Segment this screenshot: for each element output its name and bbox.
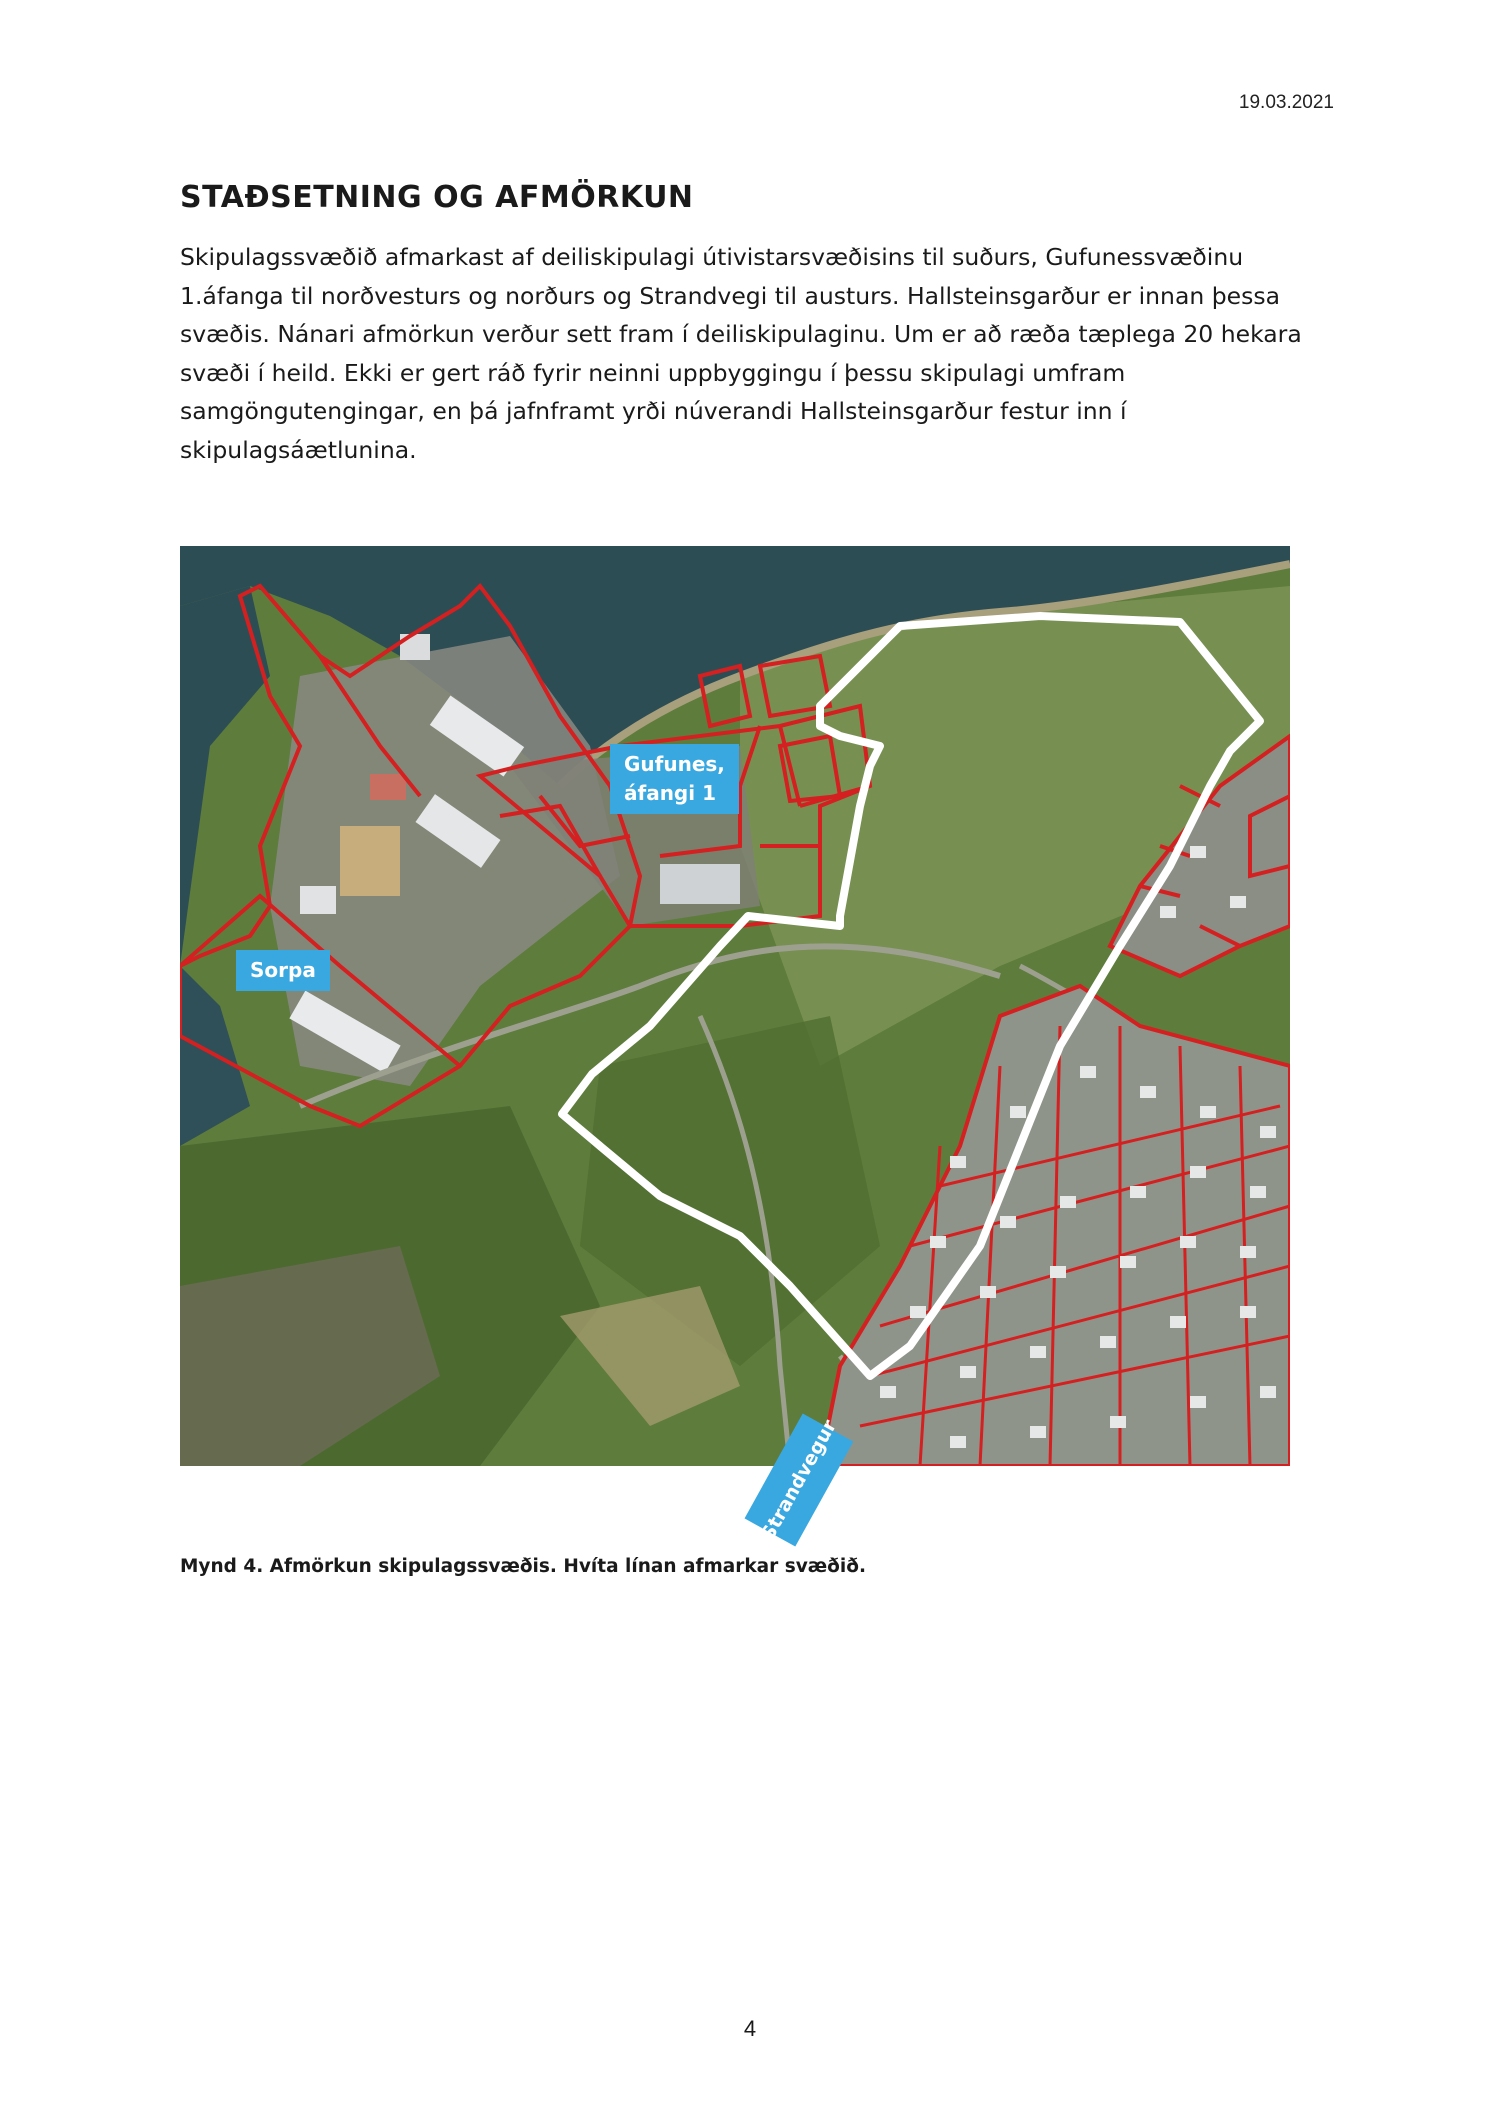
strandvegur-label-text: Strandvegur: [756, 1416, 842, 1544]
section-heading: STAÐSETNING OG AFMÖRKUN: [180, 180, 694, 215]
gufunes-label-line1: Gufunes,: [624, 752, 725, 776]
gufunes-label-line2: áfangi 1: [624, 781, 716, 805]
building-red-roof: [370, 774, 406, 800]
sorpa-label-text: Sorpa: [250, 958, 316, 982]
aerial-map: [180, 546, 1290, 1466]
section-paragraph: Skipulagssvæðið afmarkast af deiliskipulagi útivistarsvæðisins til suðurs, Gufunessvæðinu 1.áfanga til norðvesturs og norðurs og Strandvegi til austurs. Hallsteinsgarður er innan þessa svæðis. Nánari afmörkun verður sett fram í deiliskipulaginu. Um er að ræða tæplega 20 hekara svæði í heild. Ekki er gert ráð fyrir neinni uppbyggingu í þessu skipulagi umfram samgöngutengingar, en þá jafnframt yrði núverandi Hallsteinsgarður festur inn í skipulagsáætlunina.: [180, 243, 1302, 464]
page-number: 4: [743, 2016, 757, 2041]
gufunes-hall: [660, 864, 740, 904]
document-date: 19.03.2021: [1238, 92, 1334, 113]
gufunes-label: [610, 744, 739, 814]
aerial-map-graphic: [180, 546, 1290, 1466]
building-small: [300, 886, 336, 914]
material-piles: [340, 826, 400, 896]
sorpa-label: [236, 950, 330, 991]
figure-caption: Mynd 4. Afmörkun skipulagssvæðis. Hvíta línan afmarkar svæðið.: [180, 1556, 866, 1577]
